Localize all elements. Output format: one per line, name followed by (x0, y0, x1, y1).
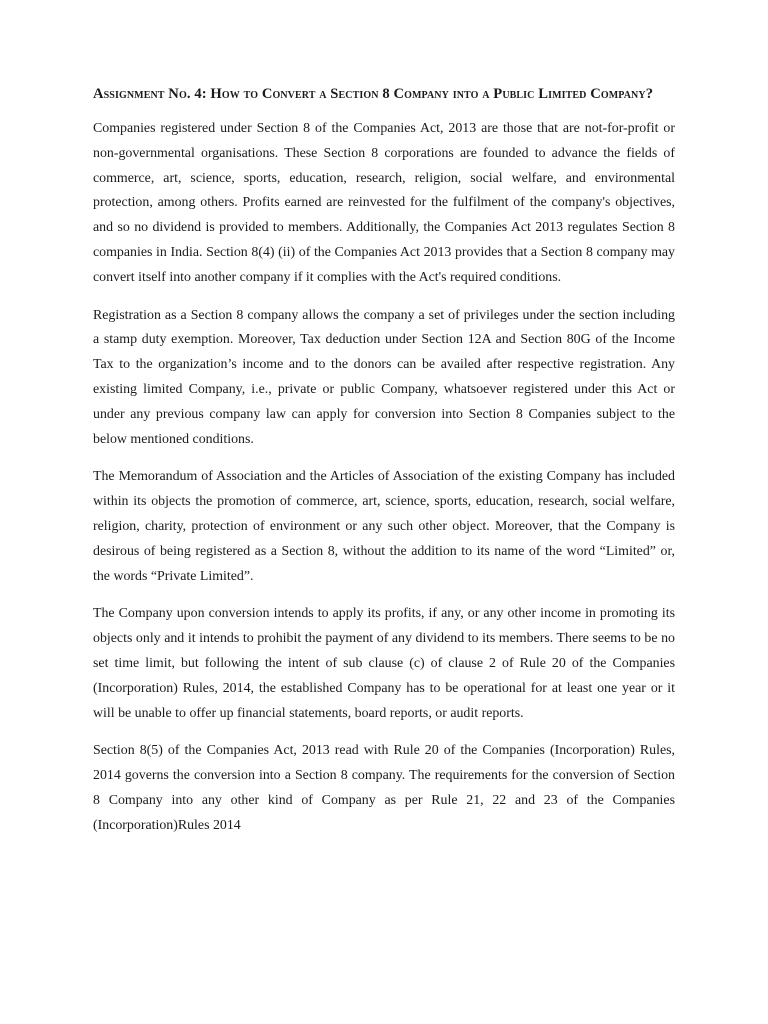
paragraph-memorandum-articles: The Memorandum of Association and the Articles of Association of the existing Company has included within its objects the promotion of commerce, art, science, sports, education, research, social welfare, religion, charity, protection of environment or any such other object. Moreover, that the Company is desirous of being registered as a Section 8, without the addition to its name of the word “Limited” or, the words “Private Limited”. (93, 469, 675, 584)
document-page (93, 82, 675, 852)
paragraph-conversion-rules: Section 8(5) of the Companies Act, 2013 read with Rule 20 of the Companies (Incorporation) Rules, 2014 governs the conversion into a Section 8 company. The requirements for the conversion of Section 8 Company into any other kind of Company as per Rule 21, 22 and 23 of the Companies (Incorporation)Rules 2014 (93, 743, 675, 833)
paragraph-registration-privileges: Registration as a Section 8 company allows the company a set of privileges under the section including a stamp duty exemption. Moreover, Tax deduction under Section 12A and Section 80G of the Income Tax to the organization’s income and to the donors can be availed after respective registration. Any existing limited Company, i.e., private or public Company, whatsoever registered under this Act or under any previous company law can apply for conversion into Section 8 Companies subject to the below mentioned conditions. (93, 307, 675, 447)
paragraph-section8-intro: Companies registered under Section 8 of the Companies Act, 2013 are those that are not-for-profit or non-governmental organisations. These Section 8 corporations are founded to advance the fields of commerce, art, science, sports, education, research, religion, social welfare, and environmental protection, among others. Profits earned are reinvested for the fulfilment of the company's objectives, and so no dividend is provided to members. Additionally, the Companies Act 2013 regulates Section 8 companies in India. Section 8(4) (ii) of the Companies Act 2013 provides that a Section 8 company may convert itself into another company if it complies with the Act's required conditions. (93, 121, 675, 285)
paragraph-profit-application: The Company upon conversion intends to apply its profits, if any, or any other income in promoting its objects only and it intends to prohibit the payment of any dividend to its members. There seems to be no set time limit, but following the intent of sub clause (c) of clause 2 of Rule 20 of the Companies (Incorporation) Rules, 2014, the established Company has to be operational for at least one year or it will be unable to offer up financial statements, board reports, or audit reports. (93, 606, 675, 721)
assignment-title: Assignment No. 4: How to Convert a Section 8 Company into a Public Limited Company? (93, 86, 654, 102)
